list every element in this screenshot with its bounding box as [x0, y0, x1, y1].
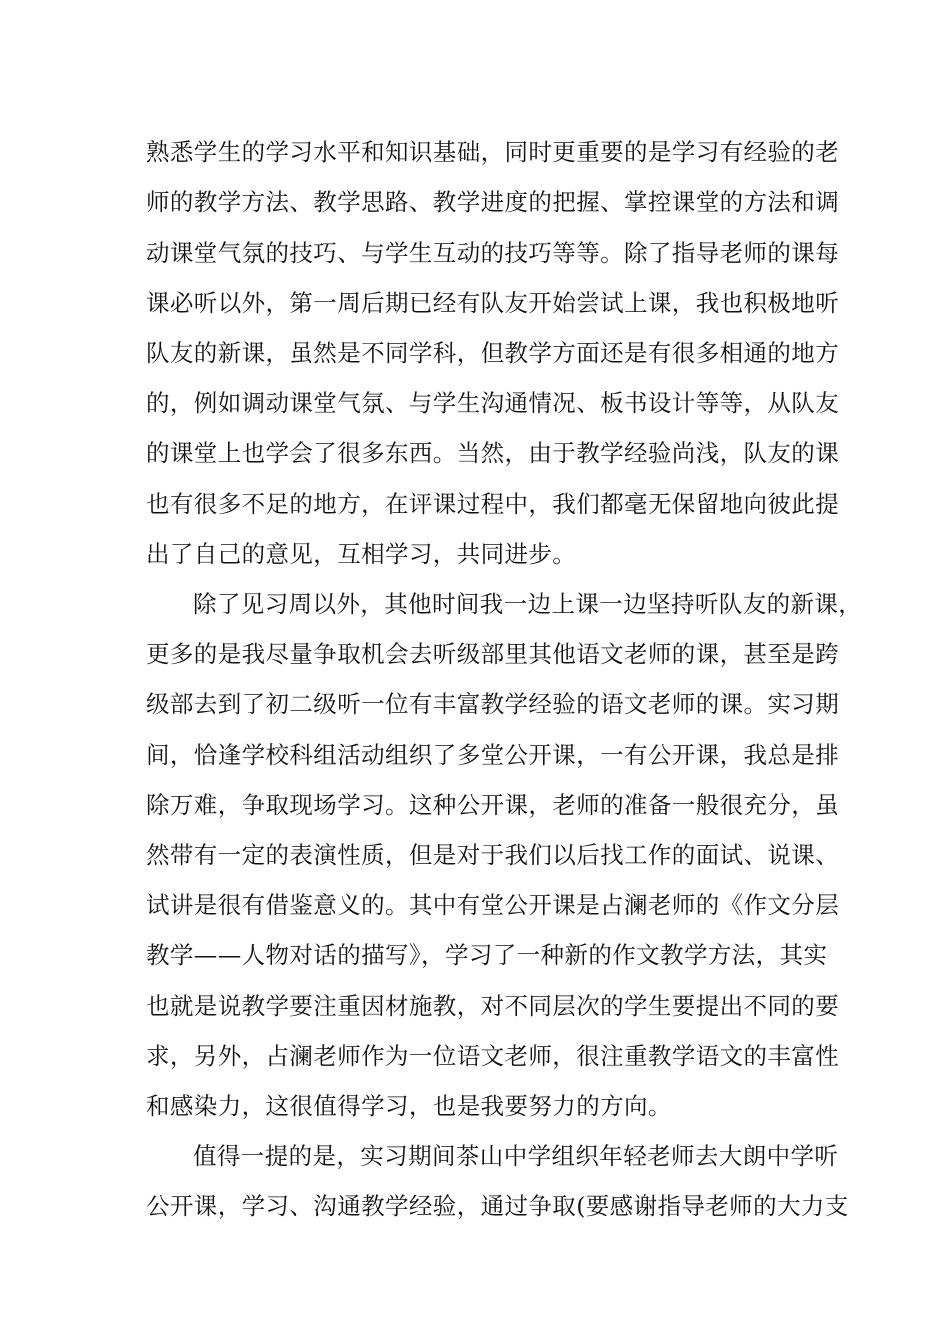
text-line: 间，恰逢学校科组活动组织了多堂公开课，一有公开课，我总是排 — [146, 741, 840, 769]
text-line: 和感染力，这很值得学习，也是我要努力的方向。 — [146, 1092, 672, 1120]
text-line: 级部去到了初二级听一位有丰富教学经验的语文老师的课。实习期 — [146, 690, 840, 718]
text-line: 试讲是很有借鉴意义的。其中有堂公开课是占澜老师的《作文分层 — [146, 891, 840, 919]
text-line: 动课堂气氛的技巧、与学生互动的技巧等等。除了指导老师的课每 — [146, 239, 840, 267]
text-line: 的，例如调动课堂气氛、与学生沟通情况、板书设计等等，从队友 — [146, 389, 840, 417]
text-line: 也就是说教学要注重因材施教，对不同层次的学生要提出不同的要 — [146, 992, 840, 1020]
text-line: 熟悉学生的学习水平和知识基础，同时更重要的是学习有经验的老 — [146, 138, 840, 166]
text-line: 教学——人物对话的描写》，学习了一种新的作文教学方法，其实 — [146, 941, 828, 969]
text-line: 然带有一定的表演性质，但是对于我们以后找工作的面试、说课、 — [146, 841, 840, 869]
text-line: 也有很多不足的地方，在评课过程中，我们都毫无保留地向彼此提 — [146, 490, 840, 518]
text-line: 课必听以外，第一周后期已经有队友开始尝试上课，我也积极地听 — [146, 289, 840, 317]
text-line: 公开课，学习、沟通教学经验，通过争取(要感谢指导老师的大力支 — [146, 1192, 849, 1220]
text-line: 更多的是我尽量争取机会去听级部里其他语文老师的课，甚至是跨 — [146, 640, 840, 668]
text-line: 出了自己的意见，互相学习，共同进步。 — [146, 540, 577, 568]
text-line: 求，另外，占澜老师作为一位语文老师，很注重教学语文的丰富性 — [146, 1042, 840, 1070]
text-line: 师的教学方法、教学思路、教学进度的把握、掌控课堂的方法和调 — [146, 188, 840, 216]
paragraph-first-line: 值得一提的是，实习期间茶山中学组织年轻老师去大朗中学听 — [193, 1142, 839, 1170]
text-line: 队友的新课，虽然是不同学科，但教学方面还是有很多相通的地方 — [146, 339, 840, 367]
paragraph-first-line: 除了见习周以外，其他时间我一边上课一边坚持听队友的新课， — [193, 590, 863, 618]
text-line: 的课堂上也学会了很多东西。当然，由于教学经验尚浅，队友的课 — [146, 439, 840, 467]
text-line: 除万难，争取现场学习。这种公开课，老师的准备一般很充分，虽 — [146, 791, 840, 819]
